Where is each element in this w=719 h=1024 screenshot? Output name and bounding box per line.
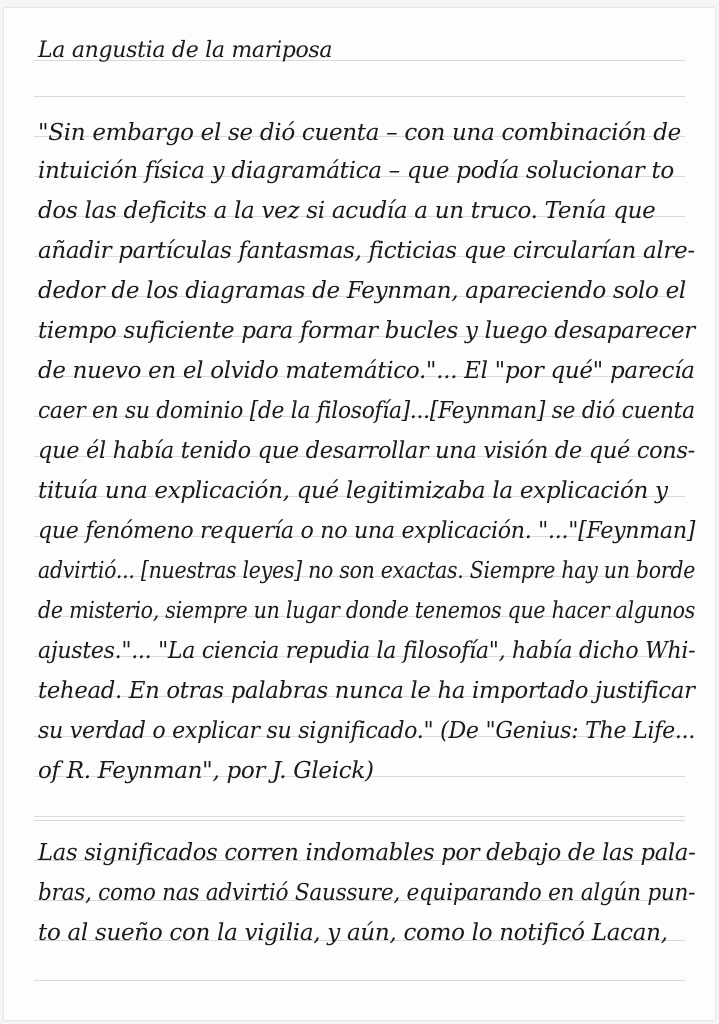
text-line: intuición física y diagramática – que podía solucionar to [38,158,674,184]
text-line: ajustes."... "La ciencia repudia la filosofía", había dicho Whi- [38,638,696,664]
text-line: Las significados corren indomables por debajo de las pala- [38,840,696,866]
text-line: su verdad o explicar su significado." (De "Genius: The Life... [38,718,696,744]
text-line: of R. Feynman", por J. Gleick) [38,758,374,784]
text-line: bras, como nas advirtió Saussure, equiparando en algún pun- [38,880,696,906]
text-line: "Sin embargo el se dió cuenta – con una combinación de [38,120,681,146]
text-line: de misterio, siempre un lugar donde tenemos que hacer algunos [38,598,696,624]
text-line: añadir partículas fantasmas, ficticias que circularían alre- [38,238,695,264]
ruled-line [34,980,685,981]
text-line: tiempo suficiente para formar bucles y luego desaparecer [38,318,695,344]
text-line: to al sueño con la vigilia, y aún, como lo notificó Lacan, [38,920,668,946]
notebook-page [4,8,715,1020]
text-line: tehead. En otras palabras nunca le ha importado justificar [38,678,695,704]
ruled-line [34,820,685,821]
text-line: de nuevo en el olvido matemático."... El "por qué" parecía [38,358,695,384]
page-title: La angustia de la mariposa [38,38,333,63]
ruled-line [34,96,685,97]
text-line: advirtió... [nuestras leyes] no son exactas. Siempre hay un borde [38,558,696,584]
text-line: tituía una explicación, qué legitimizaba la explicación y [38,478,668,504]
text-line: que él había tenido que desarrollar una visión de qué cons- [38,438,695,464]
text-line: que fenómeno requería o no una explicación. "..."[Feynman] [38,518,696,544]
ruled-line [34,816,685,817]
text-line: dos las deficits a la vez si acudía a un truco. Tenía que [38,198,656,224]
text-line: caer en su dominio [de la filosofía]...[Feynman] se dió cuenta [38,398,695,424]
text-line: dedor de los diagramas de Feynman, apareciendo solo el [38,278,686,304]
